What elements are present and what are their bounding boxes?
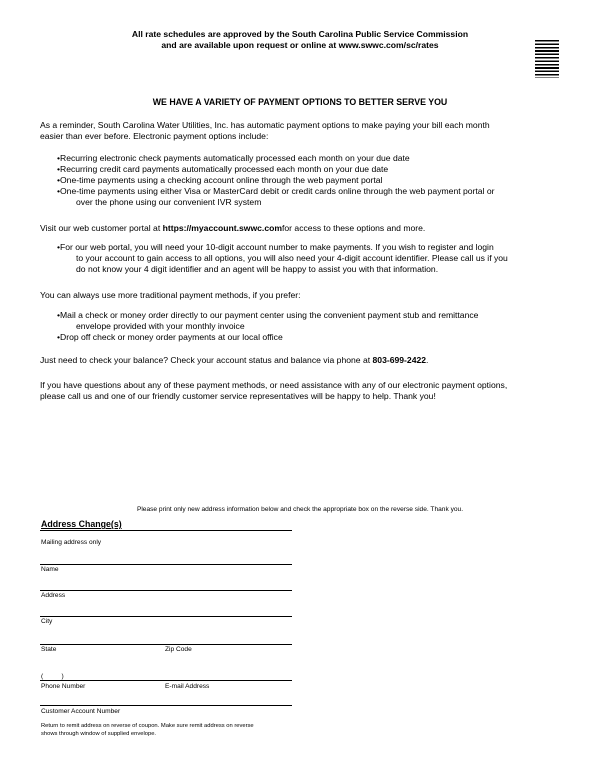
traditional-options-list [57, 310, 562, 343]
state-label: State [41, 646, 57, 653]
city-line[interactable] [40, 616, 292, 617]
mailing-address-only-label: Mailing address only [41, 539, 102, 546]
city-label: City [41, 618, 53, 625]
list-item-continuation: to your account to gain access to all options, you will also need your 4-digit account identifier. Please call us if you [76, 253, 508, 263]
list-item-text: One-time payments using a checking account online through the web payment portal [60, 175, 383, 185]
closing-paragraph [40, 380, 562, 402]
list-item: • One-time payments using a checking account online through the web payment portal [57, 175, 383, 185]
balance-paragraph [40, 355, 562, 366]
portal-suffix: for access to these options and more. [282, 223, 426, 233]
list-item: • Mail a check or money order directly to our payment center using the convenient payment stub and remittance [57, 310, 479, 320]
title-rule [40, 530, 292, 531]
remit-line-1: Return to remit address on reverse of coupon. Make sure remit address on reverse [41, 723, 254, 729]
address-change-title: Address Change(s) [41, 519, 122, 529]
phone-number-label: Phone Number [41, 683, 86, 690]
address-label: Address [41, 592, 66, 599]
balance-prefix: Just need to check your balance? Check your account status and balance via phone at [40, 355, 373, 365]
list-item-text: Mail a check or money order directly to our payment center using the convenient payment stub and remittance [60, 310, 479, 320]
list-item-continuation: envelope provided with your monthly invoice [76, 321, 245, 331]
rate-notice-line-1: All rate schedules are approved by the South Carolina Public Service Commission [131, 29, 469, 39]
list-item: • One-time payments using either Visa or MasterCard debit or credit cards online through the web payment portal or [57, 186, 495, 196]
list-item-continuation: over the phone using our convenient IVR system [76, 197, 262, 207]
list-item-text: One-time payments using either Visa or MasterCard debit or credit cards online through the web payment portal or [60, 186, 495, 196]
name-label: Name [41, 566, 59, 573]
remit-line-2: shows through window of supplied envelope. [41, 730, 157, 737]
traditional-intro: You can always use more traditional payment methods, if you prefer: [40, 290, 301, 300]
closing-line-2: please call us and one of our friendly customer service representatives will be happy to help. Thank you! [40, 391, 436, 401]
list-item: • Drop off check or money order payments at our local office [57, 332, 283, 342]
barcode-icon [535, 40, 559, 78]
list-item: • Recurring electronic check payments automatically processed each month on your due date [57, 153, 410, 163]
rate-schedule-notice [0, 29, 600, 51]
intro-line-1: As a reminder, South Carolina Water Utilities, Inc. has automatic payment options to make paying your bill each month [40, 120, 490, 130]
phone-area-code-parens: ( ) [41, 673, 64, 680]
list-item: • For our web portal, you will need your 10-digit account number to make payments. If you wish to register and login [57, 242, 494, 252]
rate-notice-line-2: and are available upon request or online at www.swwc.com/sc/rates [161, 40, 439, 50]
intro-paragraph [40, 120, 562, 142]
list-item-text: Drop off check or money order payments at our local office [60, 332, 283, 342]
portal-prefix: Visit our web customer portal at [40, 223, 163, 233]
phone-email-line[interactable] [40, 680, 292, 681]
name-line[interactable] [40, 564, 292, 565]
closing-line-1: If you have questions about any of these payment methods, or need assistance with any of our electronic payment options, [40, 380, 508, 390]
list-item-text: Recurring electronic check payments automatically processed each month on your due date [60, 153, 410, 163]
form-instructions: Please print only new address information below and check the appropriate box on the reverse side. Thank you. [136, 506, 464, 513]
zip-code-label: Zip Code [165, 646, 192, 653]
state-zip-line[interactable] [40, 644, 292, 645]
electronic-options-list [57, 153, 562, 208]
portal-requirements-list [57, 242, 562, 275]
intro-line-2: easier than ever before. Electronic payment options include: [40, 131, 269, 141]
address-line[interactable] [40, 590, 292, 591]
list-item-text: Recurring credit card payments automatically processed each month on your due date [60, 164, 389, 174]
balance-suffix: . [426, 355, 429, 365]
list-item-continuation: do not know your 4 digit identifier and an agent will be happy to assist you with that information. [76, 264, 439, 274]
balance-phone-number: 803-699-2422 [372, 355, 427, 365]
portal-url-link[interactable]: https://myaccount.swwc.com [162, 223, 282, 233]
list-item-text: For our web portal, you will need your 10-digit account number to make payments. If you wish to register and login [60, 242, 494, 252]
remit-instructions [41, 723, 301, 738]
account-number-line[interactable] [40, 705, 292, 706]
list-item: • Recurring credit card payments automatically processed each month on your due date [57, 164, 389, 174]
payment-options-heading: WE HAVE A VARIETY OF PAYMENT OPTIONS TO BETTER SERVE YOU [152, 97, 448, 107]
portal-paragraph [40, 223, 562, 234]
email-address-label: E-mail Address [165, 683, 210, 690]
customer-account-number-label: Customer Account Number [41, 708, 121, 715]
